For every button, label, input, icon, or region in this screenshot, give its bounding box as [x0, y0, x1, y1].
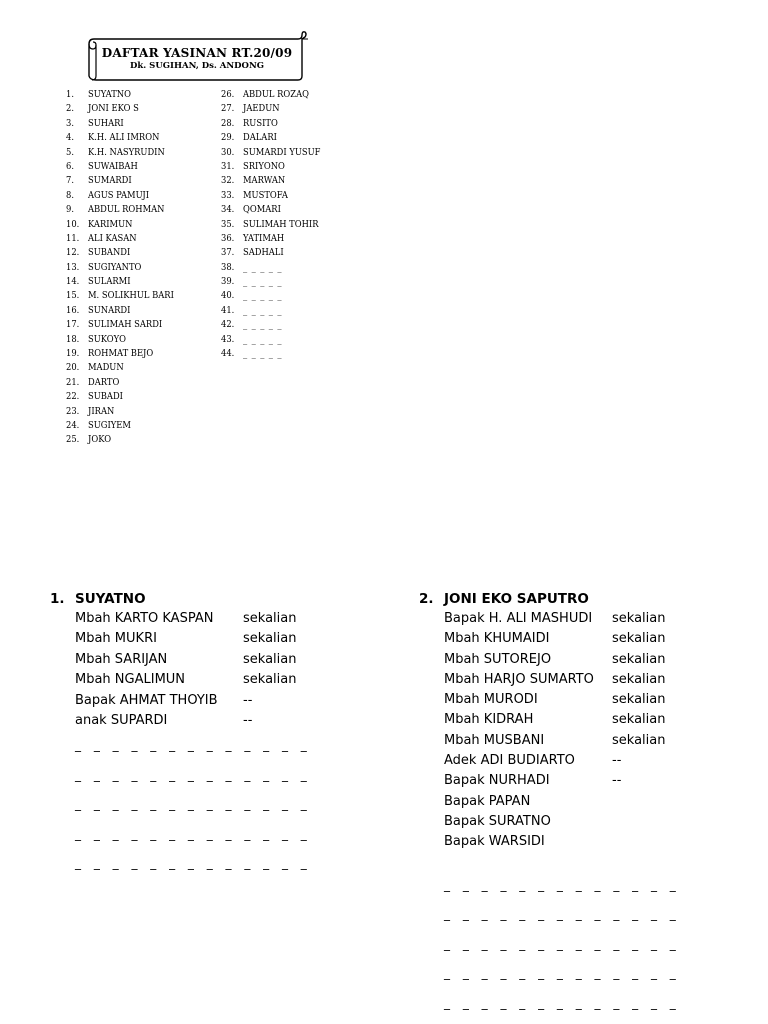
list-item: 34. QOMARI [221, 204, 281, 216]
list-item: 14. SULARMI [66, 276, 131, 288]
blank-line: _ _ _ _ _ _ _ _ _ _ _ _ _ [75, 826, 312, 841]
list-item: 22. SUBADI [66, 391, 123, 403]
list-item: Bapak PAPAN [444, 793, 531, 809]
list-item: 32. MARWAN [221, 175, 286, 187]
list-item: 43. _ _ _ _ _ [221, 333, 283, 345]
blank-line: _ _ _ _ _ _ _ _ _ _ _ _ _ [75, 797, 312, 812]
list-item: 38. _ _ _ _ _ [221, 261, 283, 273]
list-item: Mbah KHUMAIDI sekalian [444, 631, 666, 647]
list-item: 4. K.H. ALI IMRON [66, 132, 160, 144]
list-item: 42. _ _ _ _ _ [221, 319, 283, 331]
list-item: 13. SUGIYANTO [66, 261, 142, 273]
list-item: 26. ABDUL ROZAQ [221, 89, 309, 100]
list-item: 28. RUSITO [221, 117, 278, 129]
page-subtitle: Dk. SUGIHAN, Ds. ANDONG [130, 61, 264, 71]
list-item: 44. _ _ _ _ _ [221, 348, 283, 360]
list-item: Mbah KARTO KASPAN sekalian [75, 611, 297, 626]
blank-line: _ _ _ _ _ _ _ _ _ _ _ _ _ [444, 995, 681, 1010]
list-item: Bapak NURHADI -- [444, 773, 622, 789]
list-item: 31. SRIYONO [221, 160, 285, 172]
list-item: 7. SUMARDI [66, 175, 132, 187]
list-item: 18. SUKOYO [66, 333, 127, 345]
list-item: 5. K.H. NASYRUDIN [66, 146, 165, 158]
blank-line: _ _ _ _ _ _ _ _ _ _ _ _ _ [75, 856, 312, 871]
list-item: 6. SUWAIBAH [66, 160, 138, 172]
list-item: Mbah MUSBANI sekalian [444, 732, 666, 748]
list-item: 29. DALARI [221, 132, 277, 144]
list-item: 36. YATIMAH [221, 232, 285, 244]
list-item: Mbah KIDRAH sekalian [444, 712, 666, 728]
list-item: Adek ADI BUDIARTO -- [444, 753, 622, 769]
list-item: Mbah HARJO SUMARTO sekalian [444, 671, 666, 687]
list-item: 11. ALI KASAN [66, 232, 137, 244]
list-item: 2. JONI EKO S [66, 103, 139, 115]
list-item: 37. SADHALI [221, 247, 284, 259]
blank-line: _ _ _ _ _ _ _ _ _ _ _ _ _ [444, 877, 681, 892]
list-item: Mbah SARIJAN sekalian [75, 651, 297, 667]
list-item: 10. KARIMUN [66, 218, 133, 230]
list-item: 19. ROHMAT BEJO [66, 348, 154, 360]
list-item: 23. JIRAN [66, 405, 115, 417]
blank-line: _ _ _ _ _ _ _ _ _ _ _ _ _ [75, 767, 312, 782]
list-item: 1. SUYATNO [66, 89, 131, 100]
list-item: 30. SUMARDI YUSUF [221, 146, 321, 158]
section-heading: 1. SUYATNO [50, 591, 146, 607]
list-item: anak SUPARDI -- [75, 712, 253, 728]
list-item: Mbah SUTOREJO sekalian [444, 651, 666, 667]
relatives-section-suyatno [50, 589, 311, 879]
member-list-right [221, 88, 320, 361]
list-item: 12. SUBANDI [66, 247, 131, 259]
list-item: 40. _ _ _ _ _ [221, 290, 283, 302]
list-item: 21. DARTO [66, 376, 120, 388]
list-item: Bapak SURATNO [444, 813, 551, 829]
list-item: Mbah MUKRI sekalian [75, 631, 297, 647]
blank-line: _ _ _ _ _ _ _ _ _ _ _ _ _ [444, 966, 681, 981]
list-item: Bapak H. ALI MASHUDI sekalian [444, 611, 666, 626]
page-title: DAFTAR YASINAN RT.20/09 [101, 46, 293, 60]
list-item: 16. SUNARDI [66, 304, 131, 316]
relatives-section-joni-eko-saputro [419, 589, 680, 1018]
member-list-left [66, 88, 174, 448]
blank-line: _ _ _ _ _ _ _ _ _ _ _ _ _ [75, 738, 312, 753]
list-item: 35. SULIMAH TOHIR [221, 218, 319, 230]
blank-line: _ _ _ _ _ _ _ _ _ _ _ _ _ [444, 907, 681, 922]
relatives-list [444, 609, 680, 1018]
list-item: 24. SUGIYEM [66, 419, 131, 431]
list-item: Bapak AHMAT THOYIB -- [75, 692, 253, 708]
list-item: 39. _ _ _ _ _ [221, 276, 283, 288]
blank-line: _ _ _ _ _ _ _ _ _ _ _ _ _ [444, 936, 681, 951]
list-item: 9. ABDUL ROHMAN [66, 204, 165, 216]
list-item: 27. JAEDUN [221, 103, 280, 115]
list-item: 15. M. SOLIKHUL BARI [66, 290, 174, 302]
list-item: 33. MUSTOFA [221, 189, 288, 201]
list-item: Mbah NGALIMUN sekalian [75, 672, 297, 688]
section-heading: 2. JONI EKO SAPUTRO [419, 591, 589, 607]
relatives-list [75, 609, 311, 879]
list-item: 17. SULIMAH SARDI [66, 319, 163, 331]
list-item: Bapak WARSIDI [444, 834, 545, 850]
list-item: 41. _ _ _ _ _ [221, 304, 283, 316]
list-item: 20. MADUN [66, 362, 124, 374]
list-item: 3. SUHARI [66, 117, 124, 129]
title-banner [86, 30, 308, 82]
list-item: 8. AGUS PAMUJI [66, 189, 150, 201]
list-item: Mbah MURODI sekalian [444, 692, 666, 708]
list-item: 25. JOKO [66, 434, 112, 446]
